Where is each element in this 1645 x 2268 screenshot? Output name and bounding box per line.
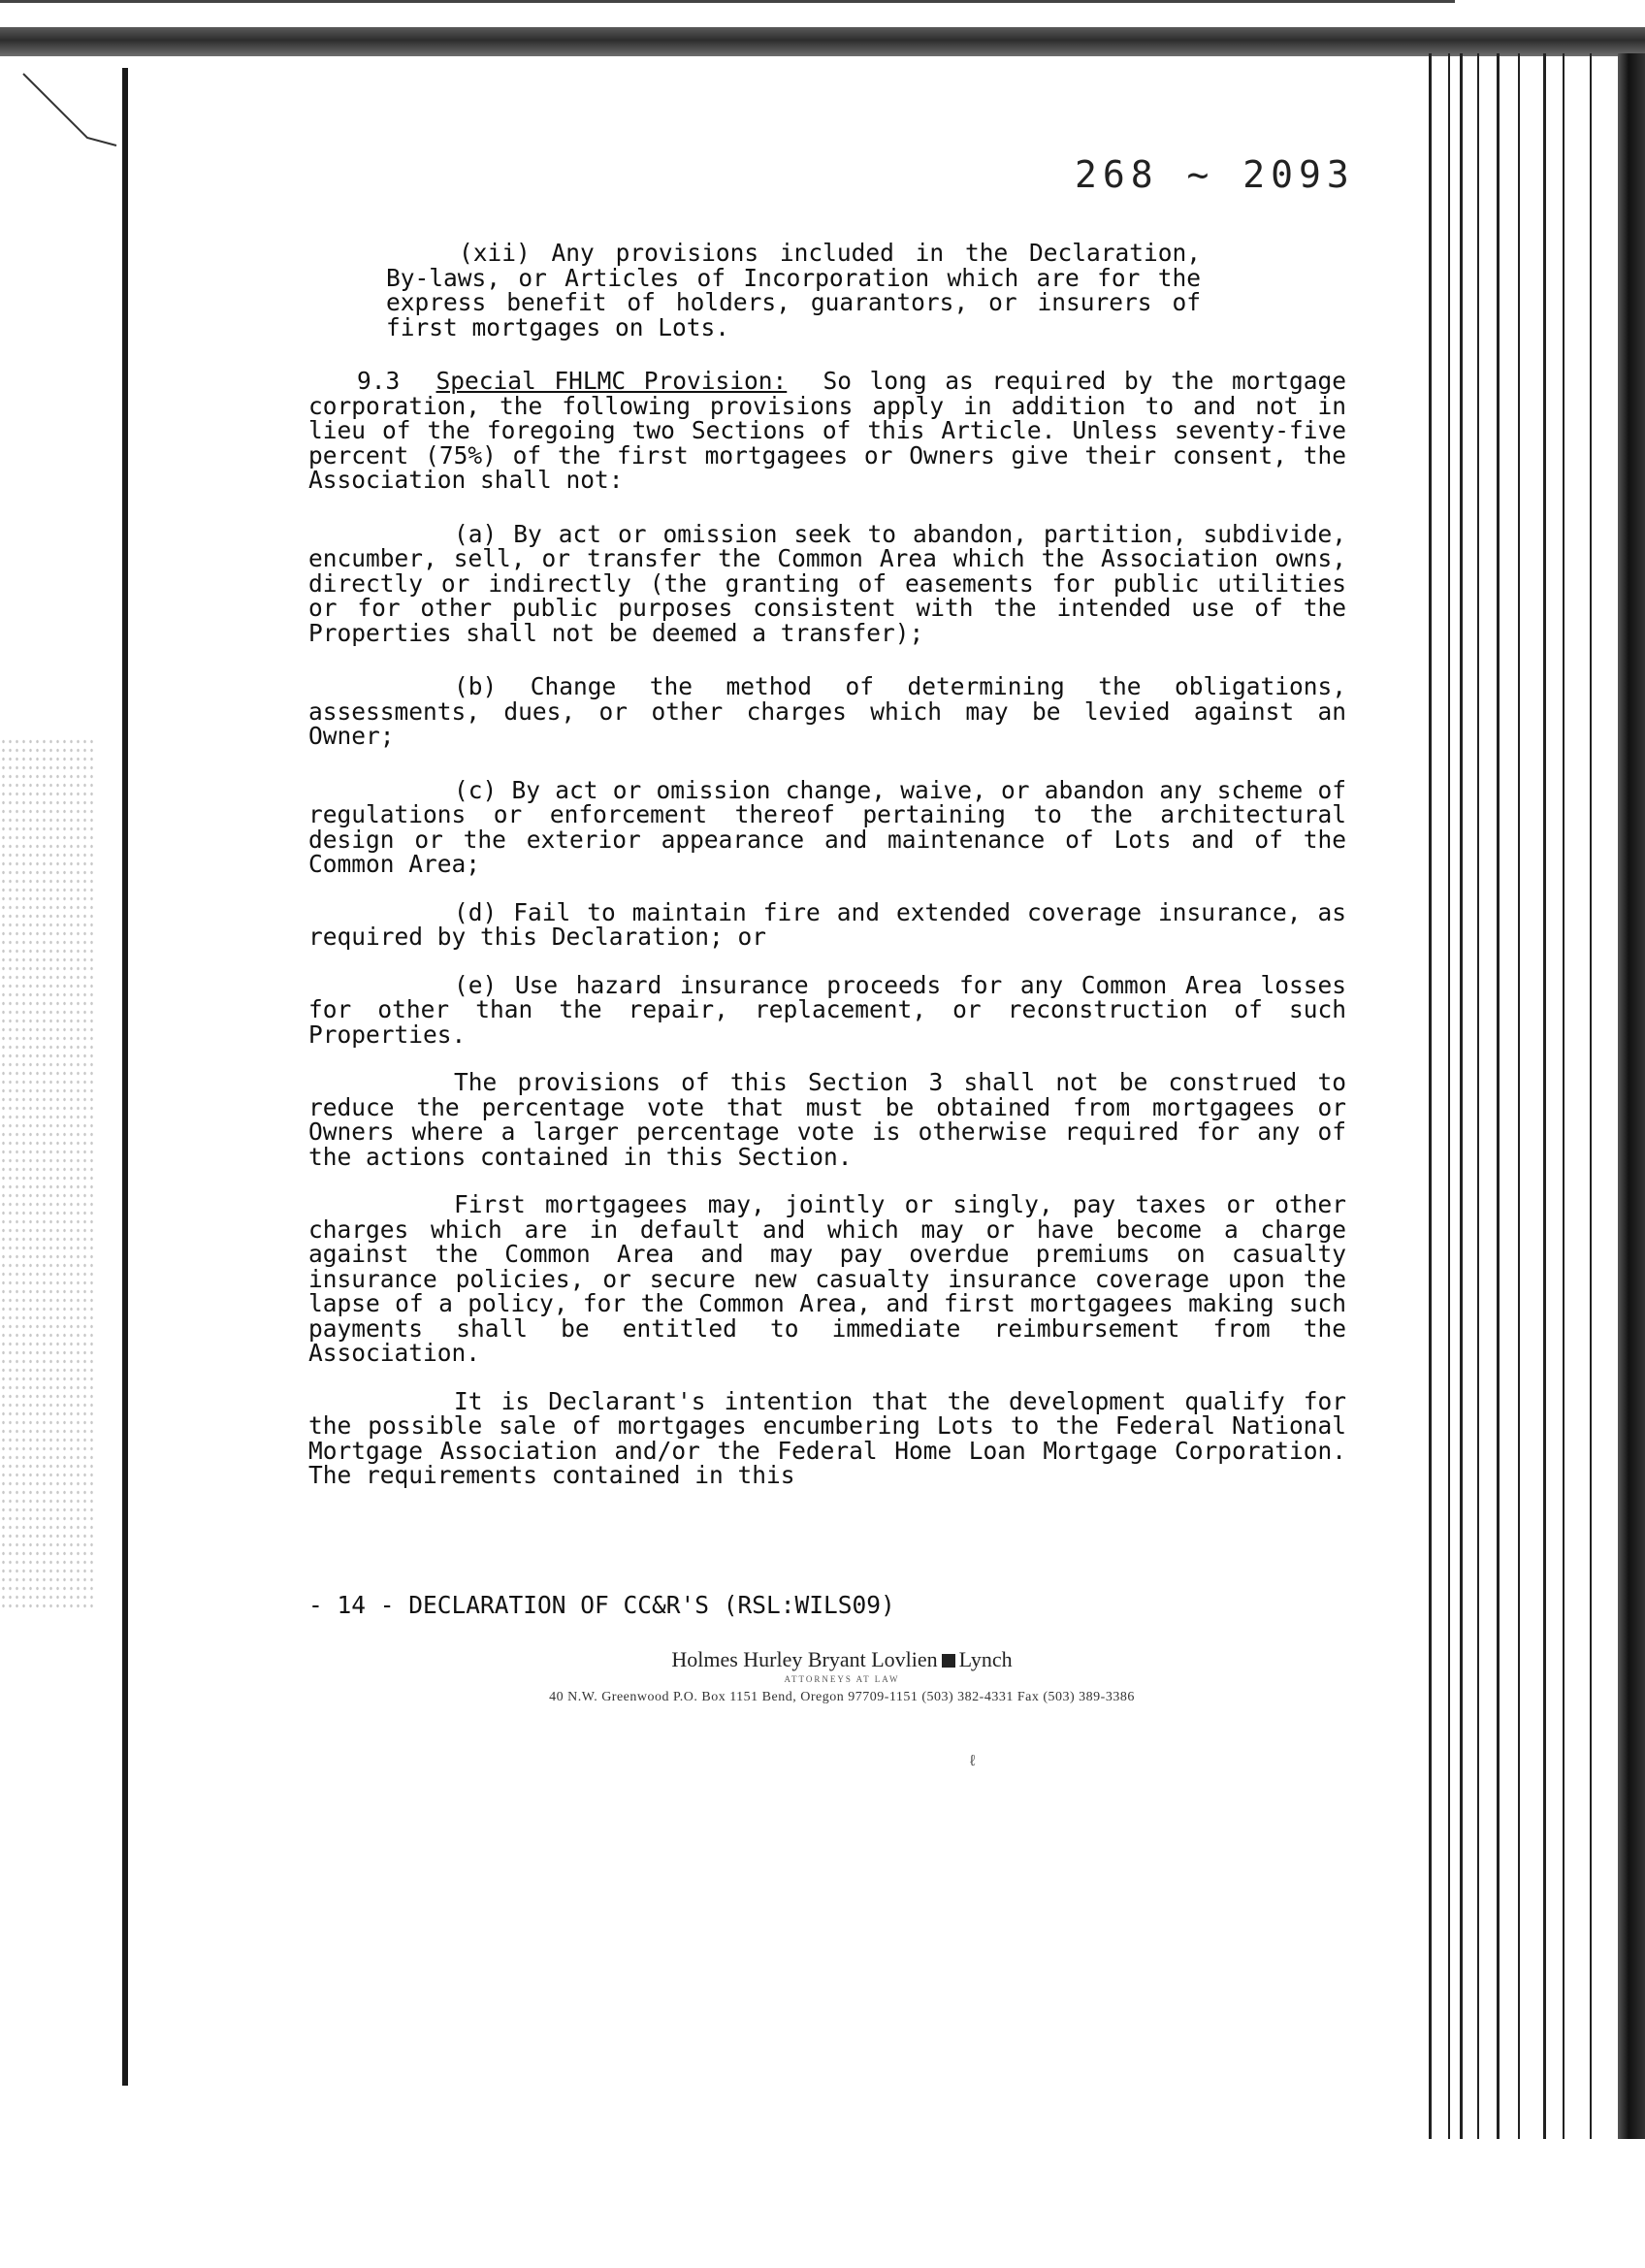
page-footer: - 14 - DECLARATION OF CC&R'S (RSL:WILS09)	[308, 1591, 895, 1619]
firm-name	[39, 1647, 1645, 1672]
scan-top-band	[0, 27, 1645, 56]
scan-small-mark: ℓ	[968, 1751, 978, 1769]
first-mortgagees-paragraph: First mortgagees may, jointly or singly, pay taxes or other charges which are in default and which may or have become a charge against the Common Area and may pay overdue premiums on casualty insurance policies, or secure new casualty insurance coverage upon the lapse of a policy, for the Common Area, and first mortgagees making such payments shall be entitled to immediate reimbursement from the Association.	[308, 1190, 1346, 1367]
firm-letterhead	[0, 1647, 1645, 1705]
document-body	[308, 241, 1346, 1488]
intention-paragraph: It is Declarant's intention that the development qualify for the possible sale of mortgages encumbering Lots to the Federal National Mortgage Association and/or the Federal Home Loan Mortgage Corporation. The requirements contained in this	[308, 1386, 1346, 1489]
firm-name-left: Holmes Hurley Bryant Lovlien	[671, 1647, 938, 1671]
scan-right-edge	[1417, 53, 1645, 2139]
section-number: 9.3	[357, 367, 401, 395]
item-c: (c) By act or omission change, waive, or abandon any scheme of regulations or enforcement thereof pertaining to the architectural design or the exterior appearance and maintenance of Lots and of the Common Area;	[308, 775, 1346, 878]
firm-address: 40 N.W. Greenwood P.O. Box 1151 Bend, Oregon 97709-1151 (503) 382-4331 Fax (503) 389-3386	[549, 1690, 1135, 1704]
provisions-paragraph: The provisions of this Section 3 shall not be construed to reduce the percentage vote that must be obtained from mortgagees or Owners where a larger percentage vote is otherwise required for any of the actions contained in this Section.	[308, 1068, 1346, 1171]
item-b: (b) Change the method of determining the obligations, assessments, dues, or other charges which may be levied against an Owner;	[308, 672, 1346, 750]
scan-left-speckle	[0, 737, 97, 1610]
firm-logo-square-icon	[942, 1654, 955, 1668]
firm-name-right: Lynch	[958, 1647, 1013, 1671]
scan-corner-mark	[19, 68, 126, 155]
item-d: (d) Fail to maintain fire and extended coverage insurance, as required by this Declaration; or	[308, 897, 1346, 951]
page-stamp-number: 268 ~ 2093	[1075, 153, 1355, 196]
clause-xii: (xii) Any provisions included in the Declaration, By-laws, or Articles of Incorporation which are for the express benefit of holders, guarantors, or insurers of first mortgages on Lots.	[386, 239, 1201, 341]
section-9-3	[308, 369, 1346, 493]
section-intro: So long as required by the mortgage corporation, the following provisions apply in addition to and not in lieu of the foregoing two Sections of this Article. Unless seventy-five percent (75%) of the first mortgagees or Owners give their consent, the Association shall not:	[308, 367, 1346, 494]
section-heading: Special FHLMC Provision:	[435, 367, 788, 395]
scan-left-rule	[122, 68, 128, 2086]
scan-top-line	[0, 0, 1455, 3]
item-e: (e) Use hazard insurance proceeds for any Common Area losses for other than the repair, replacement, or reconstruction of such Properties.	[308, 970, 1346, 1049]
item-a: (a) By act or omission seek to abandon, partition, subdivide, encumber, sell, or transfer the Common Area which the Association owns, directly or indirectly (the granting of easements for public utilities or for other public purposes consistent with the intended use of the Properties shall not be deemed a transfer);	[308, 519, 1346, 647]
firm-subtitle: ATTORNEYS AT LAW	[784, 1674, 900, 1684]
